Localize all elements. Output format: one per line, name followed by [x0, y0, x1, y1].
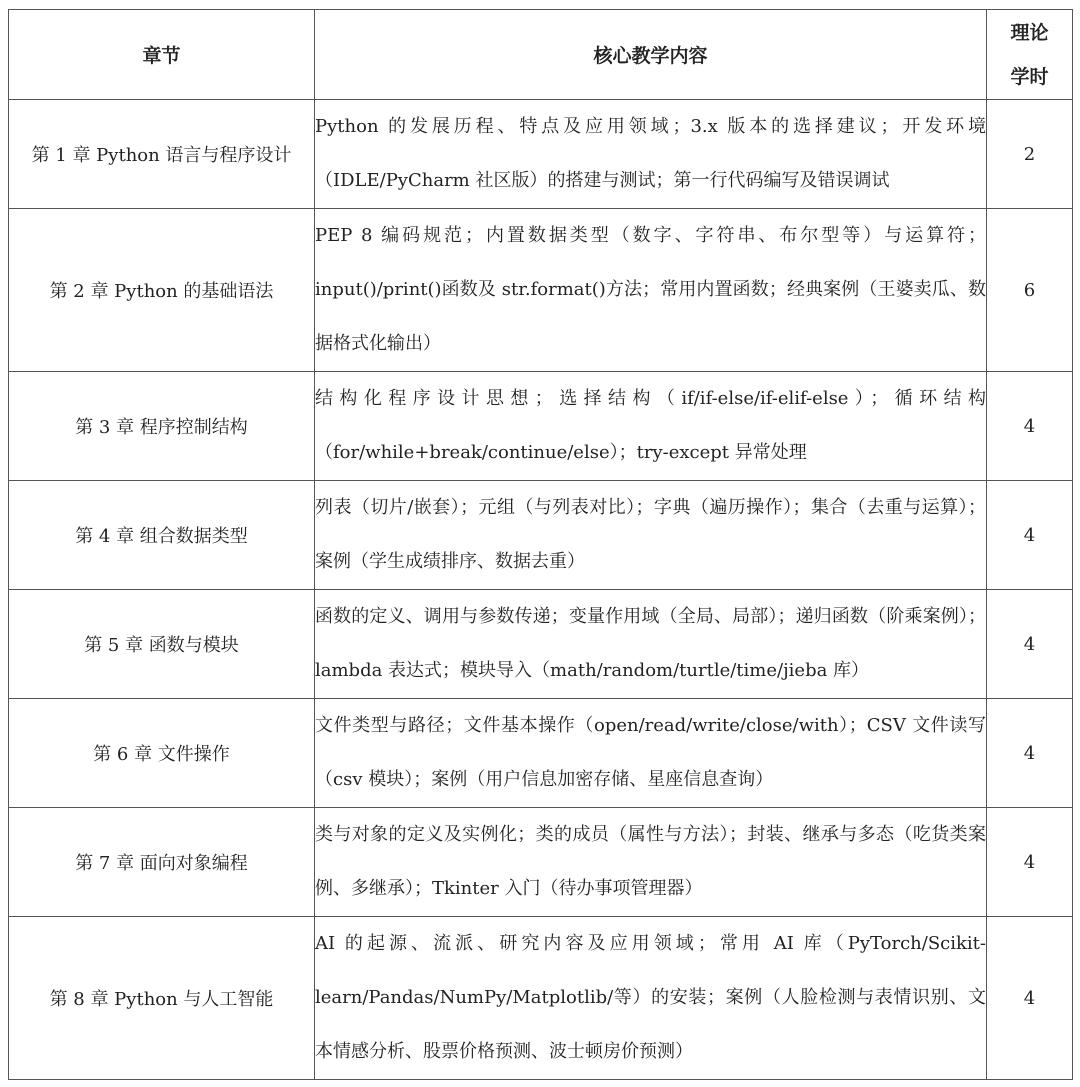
hours-cell: 4 — [987, 699, 1073, 808]
hours-cell: 4 — [987, 917, 1073, 1080]
chapter-cell: 第 4 章 组合数据类型 — [9, 481, 315, 590]
table-row — [9, 808, 1073, 917]
chapter-cell: 第 7 章 面向对象编程 — [9, 808, 315, 917]
chapter-cell: 第 8 章 Python 与人工智能 — [9, 917, 315, 1080]
table-row — [9, 590, 1073, 699]
header-content: 核心教学内容 — [315, 10, 987, 100]
hours-cell: 4 — [987, 372, 1073, 481]
hours-cell: 4 — [987, 590, 1073, 699]
chapter-cell: 第 6 章 文件操作 — [9, 699, 315, 808]
content-cell: PEP 8 编码规范；内置数据类型（数字、字符串、布尔型等）与运算符；input()/print()函数及 str.format()方法；常用内置函数；经典案例（王婆卖瓜、数据格式化输出） — [315, 209, 987, 372]
header-hours-line2: 学时 — [1010, 65, 1049, 88]
chapter-cell: 第 5 章 函数与模块 — [9, 590, 315, 699]
chapter-cell: 第 3 章 程序控制结构 — [9, 372, 315, 481]
header-hours-line1: 理论 — [1010, 21, 1049, 44]
syllabus-table — [8, 9, 1073, 1080]
content-cell: 函数的定义、调用与参数传递；变量作用域（全局、局部）；递归函数（阶乘案例）；lambda 表达式；模块导入（math/random/turtle/time/jieba 库） — [315, 590, 987, 699]
content-cell: AI 的起源、流派、研究内容及应用领域；常用 AI 库（PyTorch/Scikit-learn/Pandas/NumPy/Matplotlib/等）的安装；案例（人脸检测与表情识别、文本情感分析、股票价格预测、波士顿房价预测） — [315, 917, 987, 1080]
table-row — [9, 699, 1073, 808]
hours-cell: 2 — [987, 100, 1073, 209]
content-cell: 结构化程序设计思想；选择结构（if/if-else/if-elif-else）；循环结构（for/while+break/continue/else）；try-except 异常处理 — [315, 372, 987, 481]
hours-cell: 6 — [987, 209, 1073, 372]
content-cell: 类与对象的定义及实例化；类的成员（属性与方法）；封装、继承与多态（吃货类案例、多继承）；Tkinter 入门（待办事项管理器） — [315, 808, 987, 917]
content-cell: 文件类型与路径；文件基本操作（open/read/write/close/with）；CSV 文件读写（csv 模块）；案例（用户信息加密存储、星座信息查询） — [315, 699, 987, 808]
header-hours — [987, 10, 1073, 100]
hours-cell: 4 — [987, 808, 1073, 917]
hours-cell: 4 — [987, 481, 1073, 590]
chapter-cell: 第 2 章 Python 的基础语法 — [9, 209, 315, 372]
table-row — [9, 100, 1073, 209]
content-cell: 列表（切片/嵌套）；元组（与列表对比）；字典（遍历操作）；集合（去重与运算）；案例（学生成绩排序、数据去重） — [315, 481, 987, 590]
table-row — [9, 481, 1073, 590]
syllabus-table-wrapper — [8, 9, 1073, 1080]
header-chapter: 章节 — [9, 10, 315, 100]
content-cell: Python 的发展历程、特点及应用领域；3.x 版本的选择建议；开发环境（IDLE/PyCharm 社区版）的搭建与测试；第一行代码编写及错误调试 — [315, 100, 987, 209]
table-header-row — [9, 10, 1073, 100]
chapter-cell: 第 1 章 Python 语言与程序设计 — [9, 100, 315, 209]
table-row — [9, 209, 1073, 372]
table-row — [9, 917, 1073, 1080]
table-row — [9, 372, 1073, 481]
